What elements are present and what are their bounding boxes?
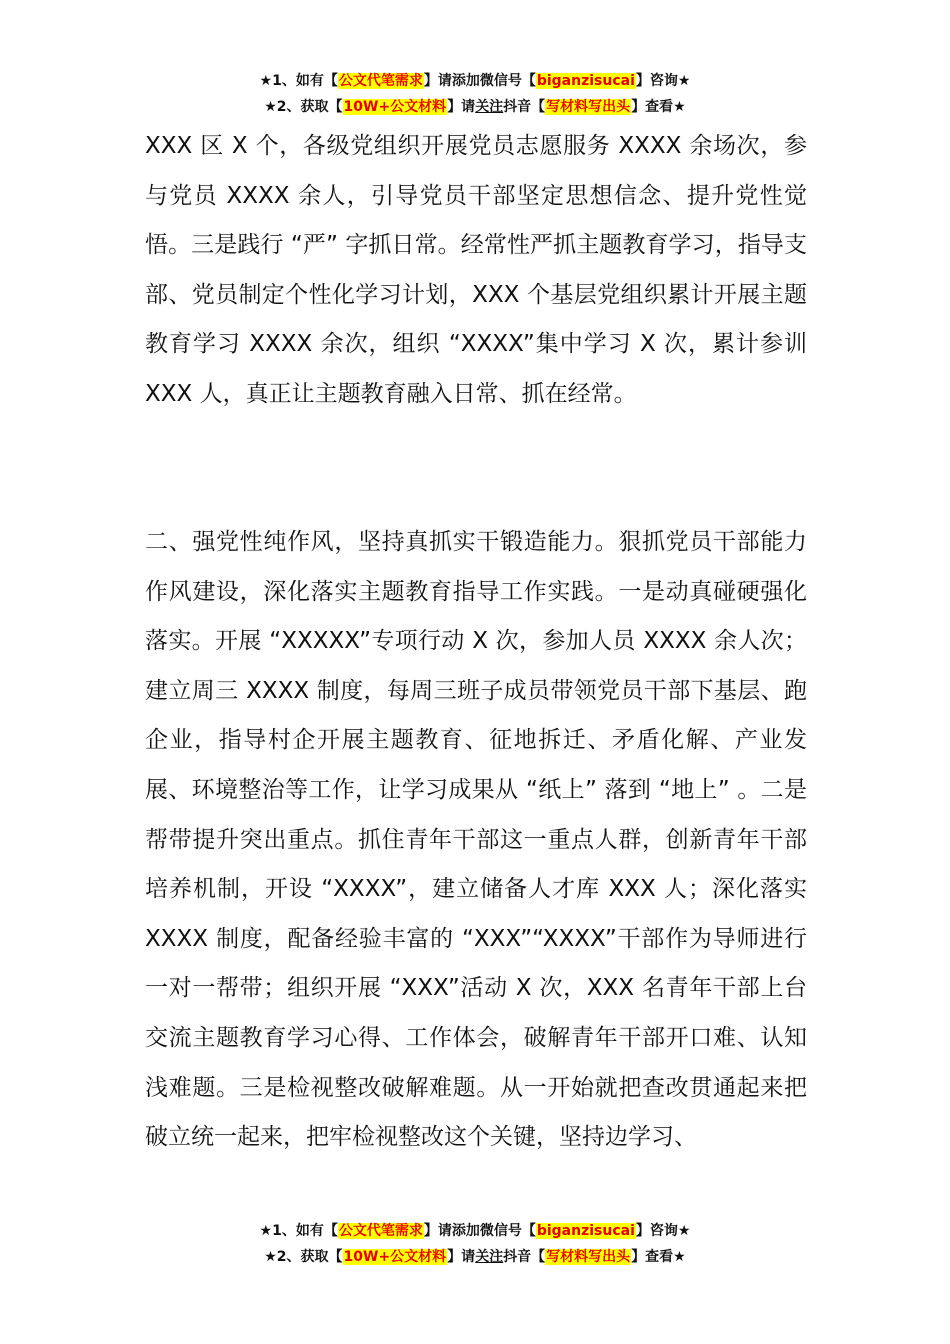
highlight-service: 公文代笔需求 (338, 73, 423, 89)
body-paragraph-1: XXX 区 X 个，各级党组织开展党员志愿服务 XXXX 余场次，参与党员 XXXX 余人，引导党员干部坚定思想信念、提升党性觉悟。三是践行 “严” 字抓日常。经常性严抓主题教育学习，指导支部、党员制定个性化学习计划，XXX 个基层党组织累计开展主题教育学习 XXXX 余次，组织 “XXXX”集中学习 X 次，累计参训 XXX 人，真正让主题教育融入日常、抓在经常。 (145, 133, 807, 407)
footer-banner (0, 1218, 950, 1270)
highlight-douyin: 写材料写出头 (546, 99, 631, 115)
highlight-service: 公文代笔需求 (338, 1223, 423, 1239)
footer-line-2: ★2、获取【10W+公文材料】请关注抖音【写材料写出头】查看★ (264, 1249, 686, 1265)
footer-line-1: ★1、如有【公文代笔需求】请添加微信号【biganzisucai】咨询★ (259, 1223, 691, 1239)
highlight-wechat-id: biganzisucai (536, 1223, 635, 1239)
highlight-materials: 10W+公文材料 (343, 99, 447, 115)
banner-line-1: ★1、如有【公文代笔需求】请添加微信号【biganzisucai】咨询★ (259, 73, 691, 89)
body-paragraph-2: 二、强党性纯作风，坚持真抓实干锻造能力。狠抓党员干部能力作风建设，深化落实主题教育指导工作实践。一是动真碰硬强化落实。开展 “XXXXX”专项行动 X 次，参加人员 XXXX 余人次；建立周三 XXXX 制度，每周三班子成员带领党员干部下基层、跑企业，指导村企开展主题教育、征地拆迁、矛盾化解、产业发展、环境整治等工作，让学习成果从 “纸上” 落到 “地上” 。二是帮带提升突出重点。抓住青年干部这一重点人群，创新青年干部培养机制，开设 “XXXX”，建立储备人才库 XXX 人；深化落实 XXXX 制度，配备经验丰富的 “XXX”“XXXX”干部作为导师进行一对一帮带；组织开展 “XXX”活动 X 次，XXX 名青年干部上台交流主题教育学习心得、工作体会，破解青年干部开口难、认知浅难题。三是检视整改破解难题。从一开始就把查改贯通起来把破立统一起来，把牢检视整改这个关键，坚持边学习、 (145, 529, 807, 1151)
highlight-douyin: 写材料写出头 (546, 1249, 631, 1265)
banner-line-2: ★2、获取【10W+公文材料】请关注抖音【写材料写出头】查看★ (264, 99, 686, 115)
header-banner (0, 68, 950, 120)
highlight-materials: 10W+公文材料 (343, 1249, 447, 1265)
highlight-wechat-id: biganzisucai (536, 73, 635, 89)
follow-text: 关注 (475, 1249, 504, 1265)
follow-text: 关注 (475, 99, 504, 115)
